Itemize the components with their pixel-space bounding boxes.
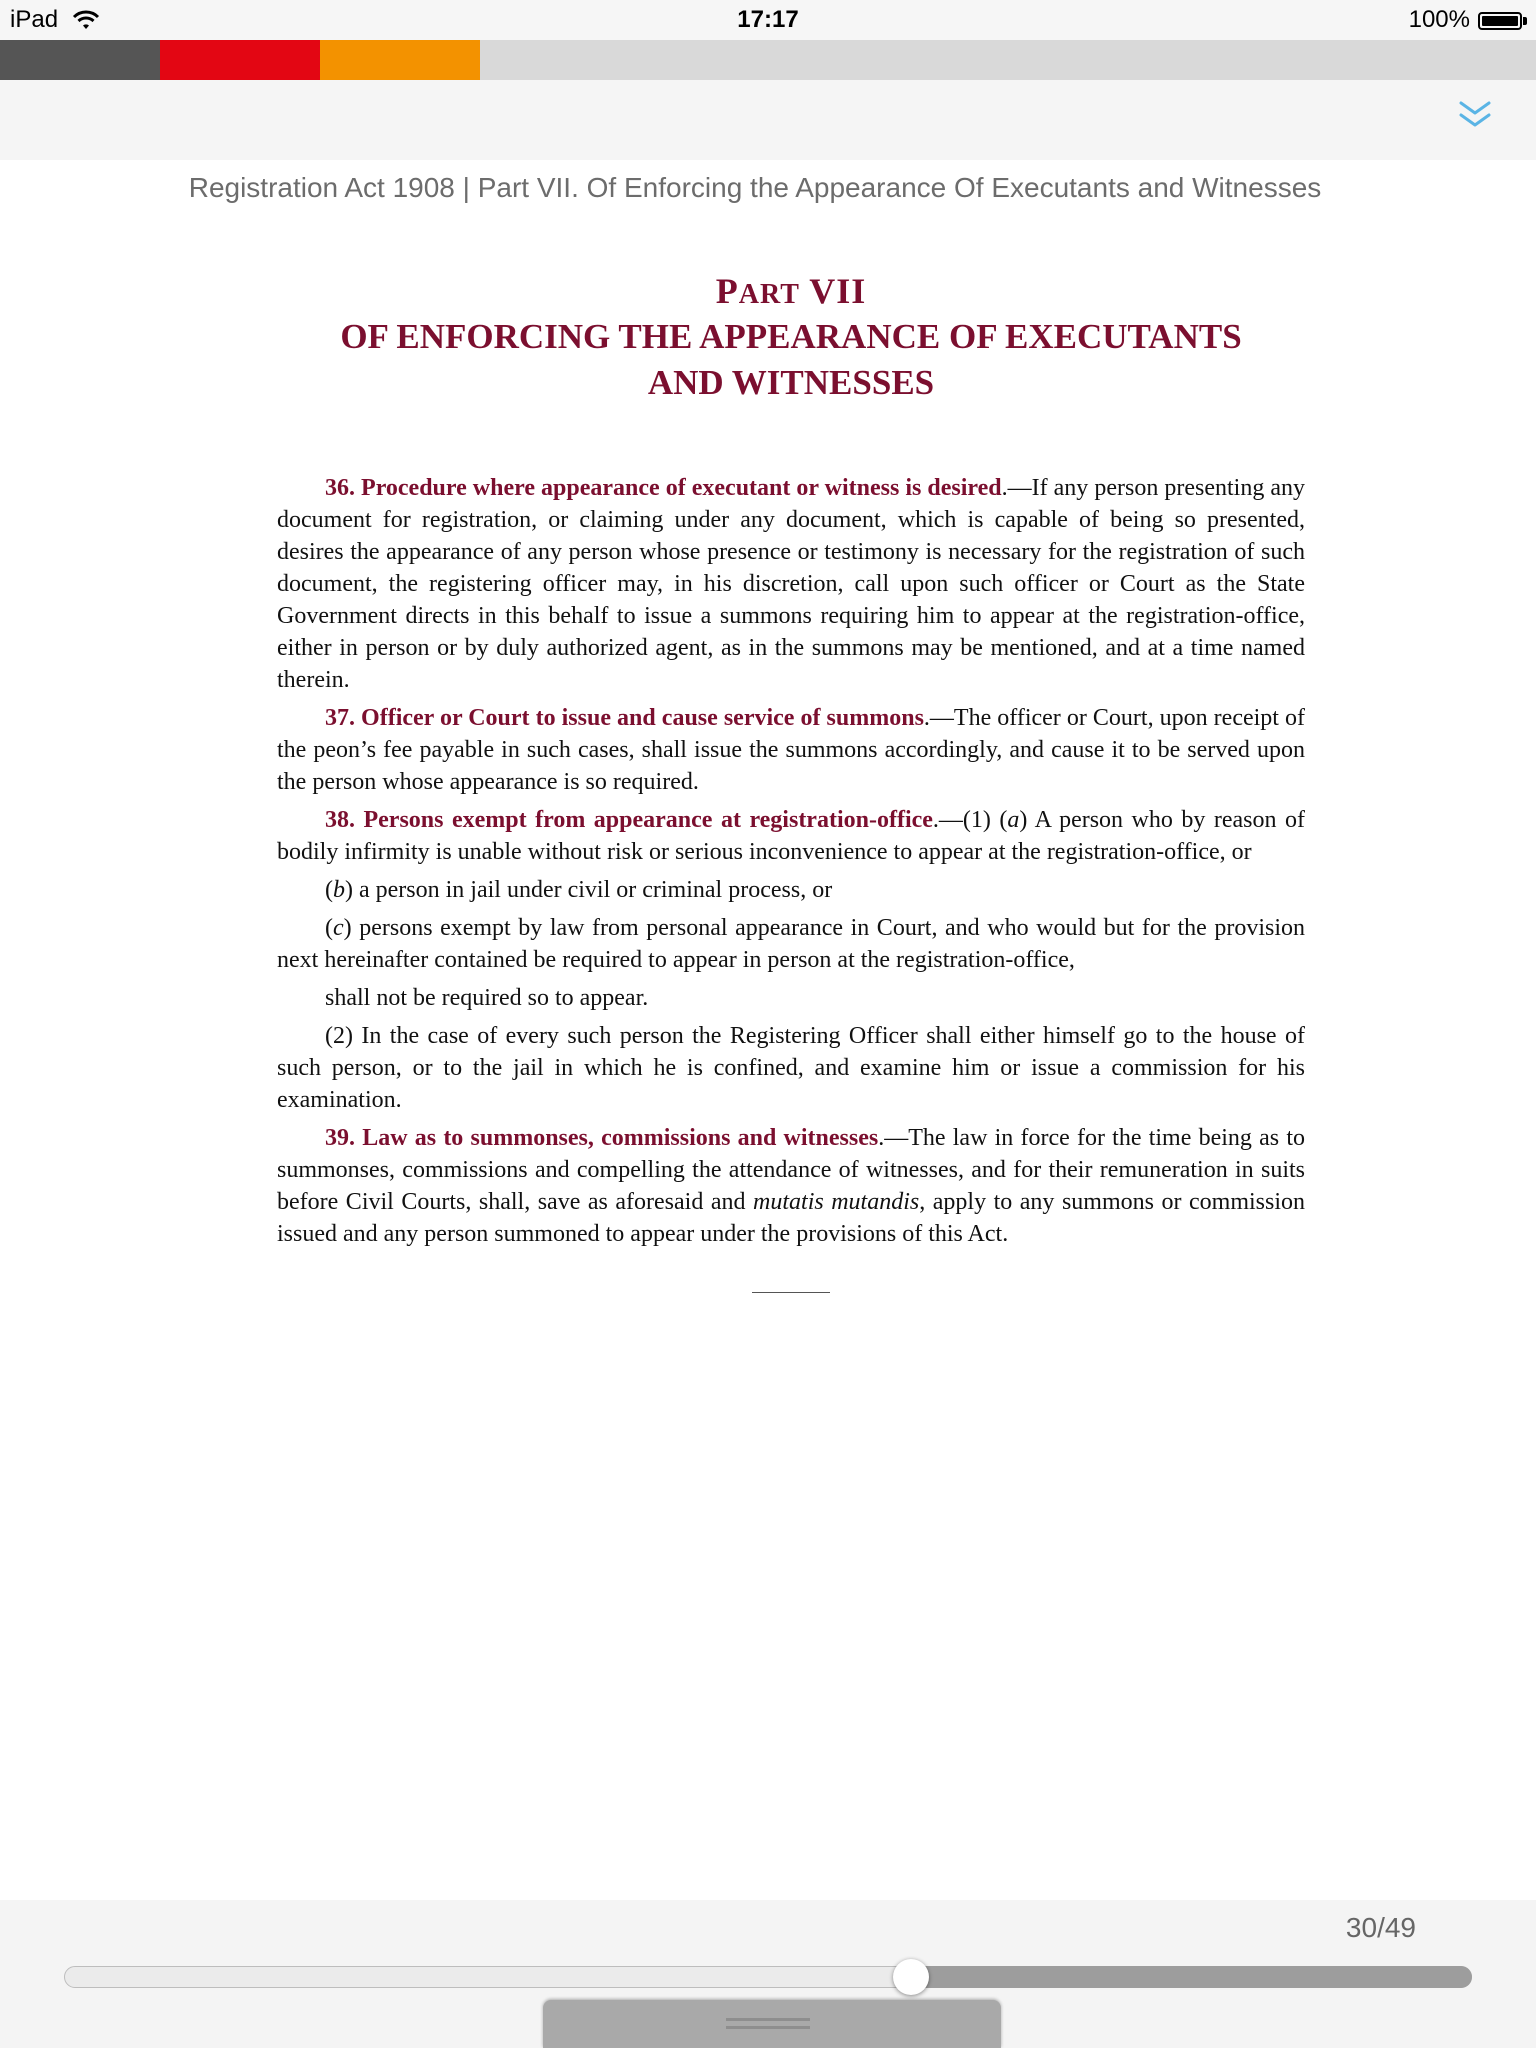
section-37: 37. Officer or Court to issue and cause service of summons.—The officer or Court, upon receipt of the peon’s fee payable in such cases, shall issue the summons accordingly, and cause it to be served upon the person whose appearance is so required. — [277, 705, 1306, 795]
color-tab-1[interactable] — [0, 40, 160, 80]
drawer-handle[interactable] — [543, 2000, 1001, 2048]
top-toolbar — [0, 80, 1536, 160]
battery-full-icon — [1478, 12, 1522, 30]
section-38-tail: shall not be required so to appear. — [325, 985, 649, 1011]
device-name: iPad — [10, 6, 59, 33]
battery-percent: 100% — [1408, 6, 1470, 33]
section-39: 39. Law as to summonses, commissions and witnesses.—The law in force for the time being as to summonses, commissions and compelling the attendance of witnesses, and for their remuneration in suits before Civil Courts, shall, save as aforesaid and mutatis mutandis, apply to any summons or commission issued and any person summoned to appear under the provisions of this Act. — [277, 1125, 1305, 1247]
section-38-1c: (c) persons exempt by law from personal appearance in Court, and who would but for the provision next hereinafter contained be required to appear in person at the registration-office, — [277, 915, 1305, 973]
document-body — [277, 472, 1305, 1293]
section-38-heading: 38. Persons exempt from appearance at registration-office — [325, 807, 933, 833]
section-38-1b: (b) a person in jail under civil or criminal process, or — [325, 877, 833, 903]
end-rule — [752, 1292, 830, 1293]
clock: 17:17 — [737, 6, 799, 33]
collapse-toolbar-button[interactable] — [1450, 90, 1500, 140]
section-38-1a: 38. Persons exempt from appearance at registration-office.—(1) (a) A person who by reason of bodily infirmity is unable without risk or serious inconvenience to appear at the registration-office, or — [277, 807, 1305, 865]
color-tab-2[interactable] — [160, 40, 320, 80]
breadcrumb: Registration Act 1908 | Part VII. Of Enforcing the Appearance Of Executants and Witnesses — [188, 172, 1322, 203]
section-38-2: (2) In the case of every such person the Registering Officer shall either himself go to the house of such person, or to the jail in which he is confined, and examine him or issue a commission for his examination. — [277, 1023, 1305, 1113]
grip-line-1 — [726, 2018, 810, 2021]
section-39-heading: 39. Law as to summonses, commissions and witnesses — [325, 1125, 879, 1151]
part-number: PART VII — [715, 271, 867, 311]
document-page — [277, 270, 1305, 1293]
part-heading — [277, 270, 1305, 406]
section-37-heading: 37. Officer or Court to issue and cause service of summons — [325, 705, 924, 731]
double-chevron-down-icon — [1458, 100, 1492, 130]
color-tab-bar — [0, 40, 1536, 80]
section-36: 36. Procedure where appearance of executant or witness is desired.—If any person presenting any document for registration, or claiming under any document, which is capable of being so presented, desires the appearance of any person whose presence or testimony is necessary for the registration of such document, the registering officer may, in his discretion, call upon such officer or Court as the State Government directs in this behalf to issue a summons requiring him to appear at the registration-office, either in person or by duly authorized agent, as in the summons may be mentioned, and at a time named therein. — [277, 475, 1306, 693]
slider-thumb[interactable] — [893, 1959, 929, 1995]
part-title: OF ENFORCING THE APPEARANCE OF EXECUTANTS AND WITNESSES — [340, 317, 1242, 402]
page-slider[interactable] — [64, 1966, 1472, 1990]
color-tab-3[interactable] — [320, 40, 480, 80]
section-36-heading: 36. Procedure where appearance of executant or witness is desired — [325, 475, 1002, 501]
status-bar — [0, 0, 1536, 40]
page-indicator: 30/49 — [1345, 1912, 1416, 1943]
battery-cap — [1523, 17, 1527, 25]
grip-line-2 — [726, 2026, 810, 2029]
slider-remaining[interactable] — [911, 1966, 1472, 1988]
